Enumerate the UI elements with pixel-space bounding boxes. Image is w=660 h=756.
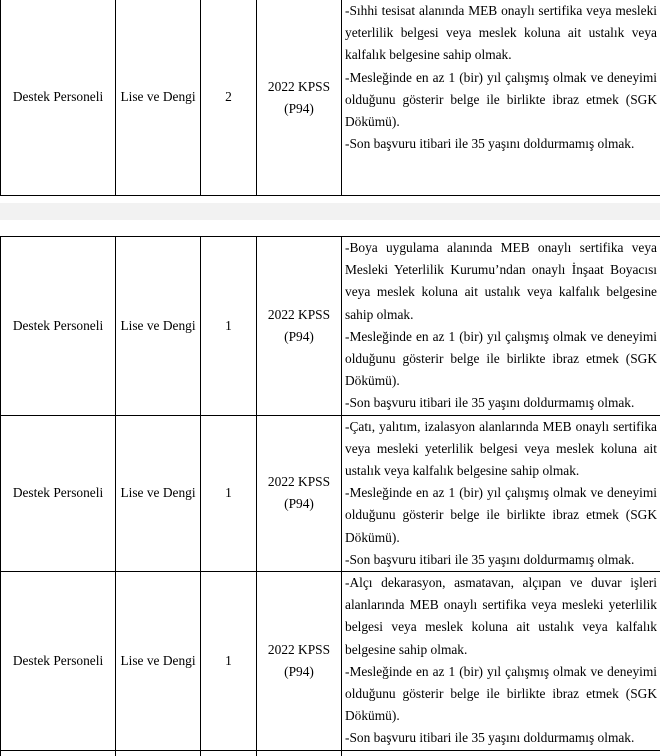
requirement-age: -Son başvuru itibari ile 35 yaşını doldurmamış olmak. xyxy=(345,133,657,155)
requirements-cell xyxy=(342,237,660,416)
requirements-cell xyxy=(342,572,660,751)
requirement-experience: -Mesleğinde en az 1 (bir) yıl çalışmış olmak ve deneyimi olduğunu gösterir belge ile birlikte ibraz etmek (SGK Dökümü). xyxy=(345,661,657,728)
partial-cell xyxy=(1,750,116,756)
kpss-score-type: (P94) xyxy=(257,493,341,515)
partial-cell xyxy=(342,750,660,756)
requirement-experience: -Mesleğinde en az 1 (bir) yıl çalışmış olmak ve deneyimi olduğunu gösterir belge ile birlikte ibraz etmek (SGK Dökümü). xyxy=(345,326,657,393)
education-cell: Lise ve Dengi xyxy=(116,237,201,416)
table-row xyxy=(1,415,660,571)
requirements-cell xyxy=(342,415,660,571)
kpss-year: 2022 KPSS xyxy=(257,76,341,98)
kpss-year: 2022 KPSS xyxy=(257,304,341,326)
requirement-age: -Son başvuru itibari ile 35 yaşını doldurmamış olmak. xyxy=(345,549,657,571)
kpss-score-type: (P94) xyxy=(257,326,341,348)
count-cell: 1 xyxy=(201,237,257,416)
education-cell: Lise ve Dengi xyxy=(116,572,201,751)
kpss-year: 2022 KPSS xyxy=(257,639,341,661)
kpss-year: 2022 KPSS xyxy=(257,471,341,493)
requirements-cell xyxy=(342,0,660,196)
count-cell: 2 xyxy=(201,0,257,196)
requirement-certificate: -Alçı dekarasyon, asmatavan, alçıpan ve duvar işleri alanlarında MEB onaylı sertifika veya mesleki yeterlilik belgesi veya meslek koluna ait ustalık veya kalfalık belgesine sahip olmak. xyxy=(345,572,657,661)
requirement-age: -Son başvuru itibari ile 35 yaşını doldurmamış olmak. xyxy=(345,727,657,749)
partial-cell xyxy=(201,750,257,756)
kpss-score-type: (P94) xyxy=(257,98,341,120)
requirement-certificate: -Sıhhi tesisat alanında MEB onaylı sertifika veya mesleki yeterlilik belgesi veya meslek koluna ait ustalık veya kalfalık belgesine sahip olmak. xyxy=(345,0,657,67)
staff-requirements-table-top xyxy=(0,0,660,196)
count-cell: 1 xyxy=(201,572,257,751)
education-cell: Lise ve Dengi xyxy=(116,415,201,571)
position-cell: Destek Personeli xyxy=(1,415,116,571)
requirement-certificate: -Çatı, yalıtım, izalasyon alanlarında MEB onaylı sertifika veya mesleki yeterlilik belgesi veya meslek koluna ait ustalık veya kalfalık belgesine sahip olmak. xyxy=(345,416,657,483)
kpss-cell xyxy=(257,415,342,571)
requirement-age: -Son başvuru itibari ile 35 yaşını doldurmamış olmak. xyxy=(345,392,657,414)
position-cell: Destek Personeli xyxy=(1,237,116,416)
position-cell: Destek Personeli xyxy=(1,572,116,751)
table-row xyxy=(1,572,660,751)
page-gap xyxy=(0,203,660,220)
requirement-experience: -Mesleğinde en az 1 (bir) yıl çalışmış olmak ve deneyimi olduğunu gösterir belge ile birlikte ibraz etmek (SGK Dökümü). xyxy=(345,67,657,134)
kpss-score-type: (P94) xyxy=(257,661,341,683)
kpss-cell xyxy=(257,572,342,751)
partial-cell xyxy=(257,750,342,756)
kpss-cell xyxy=(257,0,342,196)
table-row-partial xyxy=(1,750,660,756)
table-row xyxy=(1,237,660,416)
requirement-experience: -Mesleğinde en az 1 (bir) yıl çalışmış olmak ve deneyimi olduğunu gösterir belge ile birlikte ibraz etmek (SGK Dökümü). xyxy=(345,482,657,549)
staff-requirements-table-bottom xyxy=(0,236,660,756)
kpss-cell xyxy=(257,237,342,416)
position-cell: Destek Personeli xyxy=(1,0,116,196)
count-cell: 1 xyxy=(201,415,257,571)
requirement-certificate: -Boya uygulama alanında MEB onaylı sertifika veya Mesleki Yeterlilik Kurumu’ndan onaylı İnşaat Boyacısı veya meslek koluna ait ustalık veya kalfalık belgesine sahip olmak. xyxy=(345,237,657,326)
table-row xyxy=(1,0,660,196)
partial-cell xyxy=(116,750,201,756)
education-cell: Lise ve Dengi xyxy=(116,0,201,196)
